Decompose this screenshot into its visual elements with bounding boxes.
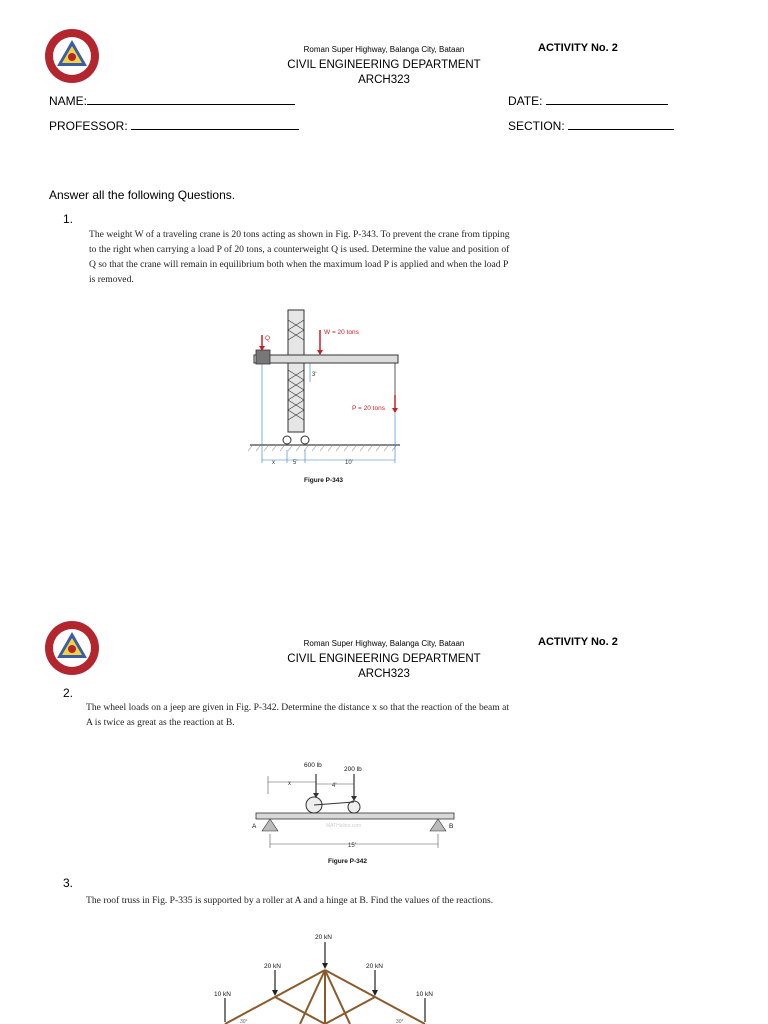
support-a	[262, 819, 278, 831]
dim-15-label: 15'	[348, 843, 356, 849]
dimension-lines	[262, 363, 395, 463]
figure-p343	[240, 300, 420, 490]
support-b	[430, 819, 446, 831]
dim-5-label: 5'	[293, 460, 298, 466]
dim-x-label: x	[272, 460, 275, 466]
load-200-label: 200 lb	[344, 766, 362, 773]
dim-4-label: 4'	[332, 783, 337, 789]
counterweight-block	[256, 350, 270, 364]
support-b-label: B	[449, 823, 454, 830]
wheel-left	[283, 436, 291, 444]
figure-p335	[200, 928, 450, 1024]
school-address: Roman Super Highway, Balanga City, Bataan	[303, 639, 465, 648]
question-1-number: 1.	[63, 212, 74, 226]
question-1-line: is removed.	[89, 274, 134, 285]
q-label: Q	[265, 335, 271, 342]
figure-p342-caption: Figure P-342	[328, 858, 368, 865]
question-1-line: to the right when carrying a load P of 20 tons, a counterweight Q is used. Determine the value and position of	[89, 244, 510, 255]
professor-field[interactable]	[49, 117, 299, 133]
question-2-number: 2.	[63, 686, 74, 700]
figure-p343-caption: Figure P-343	[304, 477, 344, 484]
date-label: DATE:	[508, 94, 543, 108]
question-3-text	[86, 893, 646, 908]
dim-10-label: 10'	[345, 460, 353, 466]
load-left-mid-label: 20 kN	[264, 963, 281, 970]
ground-hatch	[248, 446, 396, 451]
professor-line[interactable]	[131, 117, 299, 130]
crane-jib	[254, 355, 398, 363]
question-1-line: Q so that the crane will remain in equilibrium both when the maximum load P is applied and when the load P	[89, 259, 509, 270]
date-field[interactable]	[508, 92, 668, 108]
load-right-mid-label: 20 kN	[366, 963, 383, 970]
name-line[interactable]	[87, 92, 295, 105]
question-2-text	[86, 700, 646, 730]
section-line[interactable]	[568, 117, 674, 130]
course-code: ARCH323	[358, 74, 410, 86]
section-label: SECTION:	[508, 119, 565, 133]
watermark: MATHalino.com	[326, 823, 362, 829]
section-field[interactable]	[508, 117, 674, 133]
p-label: P = 20 tons	[352, 405, 385, 412]
angle-right-label: 30°	[396, 1019, 404, 1024]
beam	[256, 813, 454, 819]
question-1-text	[89, 227, 569, 287]
department-title: CIVIL ENGINEERING DEPARTMENT	[287, 59, 481, 71]
activity-number: ACTIVITY No. 2	[538, 42, 618, 54]
school-address: Roman Super Highway, Balanga City, Bataan	[303, 45, 465, 54]
department-title: CIVIL ENGINEERING DEPARTMENT	[287, 653, 481, 665]
dim-x-label: x	[288, 781, 291, 787]
wheel-right	[301, 436, 309, 444]
date-line[interactable]	[546, 92, 668, 105]
question-3-line: The roof truss in Fig. P-335 is supported by a roller at A and a hinge at B. Find the values of the reactions.	[86, 895, 494, 906]
angle-left-label: 30°	[240, 1019, 248, 1024]
load-600-label: 600 lb	[304, 762, 322, 769]
load-left-end-label: 10 kN	[214, 991, 231, 998]
question-2-line: The wheel loads on a jeep are given in Fig. P-342. Determine the distance x so that the reaction of the beam at	[86, 702, 510, 713]
support-a-label: A	[252, 823, 257, 830]
figure-p342	[248, 752, 463, 872]
load-top-label: 20 kN	[315, 934, 332, 941]
professor-label: PROFESSOR:	[49, 119, 128, 133]
instructions: Answer all the following Questions.	[49, 188, 236, 202]
load-right-end-label: 10 kN	[416, 991, 433, 998]
truss-members	[225, 970, 425, 1024]
name-label: NAME:	[49, 94, 88, 108]
activity-number: ACTIVITY No. 2	[538, 636, 618, 648]
course-code: ARCH323	[358, 668, 410, 680]
question-3-number: 3.	[63, 876, 74, 890]
question-1-line: The weight W of a traveling crane is 20 tons acting as shown in Fig. P-343. To prevent the crane from tipping	[89, 229, 510, 240]
question-2-line: A is twice as great as the reaction at B.	[86, 717, 235, 728]
name-field[interactable]	[49, 92, 295, 108]
dim-3-label: 3'	[312, 372, 317, 378]
w-label: W = 20 tons	[324, 329, 359, 336]
